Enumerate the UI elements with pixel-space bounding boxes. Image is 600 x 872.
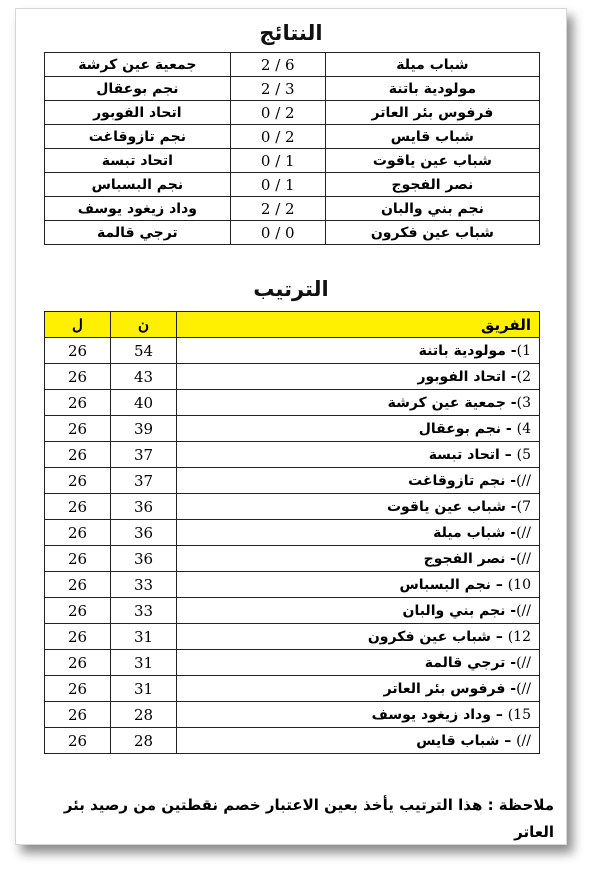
- team-name: – اتحاد تبسة: [428, 446, 517, 463]
- played-cell: 26: [45, 338, 111, 364]
- standings-row: [45, 520, 540, 546]
- standings-row: [45, 494, 540, 520]
- team-cell: [177, 546, 540, 572]
- standings-row: [45, 676, 540, 702]
- results-title: النتائج: [259, 21, 323, 45]
- played-cell: 26: [45, 364, 111, 390]
- match-score: [230, 173, 325, 197]
- result-row: [45, 173, 540, 197]
- team-name: - نجم بني والبان: [402, 602, 517, 619]
- rank-label: 2): [516, 368, 531, 385]
- played-cell: 26: [45, 676, 111, 702]
- points-cell: 28: [111, 728, 177, 754]
- team-cell: [177, 338, 540, 364]
- played-cell: 26: [45, 494, 111, 520]
- standings-row: [45, 546, 540, 572]
- result-row: [45, 125, 540, 149]
- played-cell: 26: [45, 546, 111, 572]
- rank-label: //): [516, 732, 531, 749]
- team-cell: [177, 598, 540, 624]
- away-team: وداد زيغود يوسف: [45, 197, 231, 221]
- match-score: [230, 221, 325, 245]
- header-team: الفريق: [177, 312, 540, 338]
- rank-label: //): [516, 680, 531, 697]
- team-cell: [177, 650, 540, 676]
- team-cell: [177, 676, 540, 702]
- score-text: 2 / 6: [260, 55, 295, 74]
- points-cell: 31: [111, 676, 177, 702]
- match-score: [230, 197, 325, 221]
- result-row: [45, 53, 540, 77]
- played-cell: 26: [45, 598, 111, 624]
- points-cell: 43: [111, 364, 177, 390]
- match-score: [230, 77, 325, 101]
- score-text: 0 / 1: [260, 175, 295, 194]
- team-cell: [177, 416, 540, 442]
- points-cell: 39: [111, 416, 177, 442]
- team-name: - اتحاد الفوبور: [417, 368, 517, 385]
- team-name: - شباب ميلة: [433, 524, 517, 541]
- rank-label: 7): [516, 498, 531, 515]
- match-score: [230, 125, 325, 149]
- score-text: 0 / 1: [260, 151, 295, 170]
- team-name: - نجم تازوقاغت: [408, 472, 517, 489]
- standings-row: [45, 416, 540, 442]
- result-row: [45, 197, 540, 221]
- team-cell: [177, 702, 540, 728]
- points-cell: 33: [111, 598, 177, 624]
- points-cell: 37: [111, 468, 177, 494]
- points-cell: 36: [111, 546, 177, 572]
- match-score: [230, 149, 325, 173]
- standings-row: [45, 702, 540, 728]
- home-team: نصر الفجوج: [325, 173, 539, 197]
- away-team: نجم بوعقال: [45, 77, 231, 101]
- score-text: 2 / 2: [260, 199, 295, 218]
- team-name: – شباب قايس: [416, 732, 517, 749]
- played-cell: 26: [45, 468, 111, 494]
- score-text: 0 / 2: [260, 103, 295, 122]
- standings-header-row: [45, 312, 540, 338]
- home-team: مولودية باتنة: [325, 77, 539, 101]
- away-team: جمعية عين كرشة: [45, 53, 231, 77]
- standings-row: [45, 390, 540, 416]
- home-team: نجم بني والبان: [325, 197, 539, 221]
- away-team: نجم تازوقاغت: [45, 125, 231, 149]
- home-team: شباب عين فكرون: [325, 221, 539, 245]
- rank-label: //): [516, 654, 531, 671]
- team-name: - نجم بوعقال: [418, 420, 517, 437]
- team-cell: [177, 728, 540, 754]
- rank-label: 10): [507, 576, 531, 593]
- played-cell: 26: [45, 572, 111, 598]
- standings-note: ملاحظة : هذا الترتيب يأخذ بعين الاعتبار خصم نقطتين من رصيد بئر العاتر: [63, 796, 554, 841]
- played-cell: 26: [45, 702, 111, 728]
- played-cell: 26: [45, 390, 111, 416]
- standings-row: [45, 442, 540, 468]
- standings-row: [45, 468, 540, 494]
- rank-label: 5): [516, 446, 531, 463]
- team-name: – شباب عين فكرون: [367, 628, 508, 645]
- standings-title: الترتيب: [253, 277, 329, 301]
- team-cell: [177, 468, 540, 494]
- team-cell: [177, 572, 540, 598]
- points-cell: 28: [111, 702, 177, 728]
- standings-row: [45, 572, 540, 598]
- points-cell: 36: [111, 520, 177, 546]
- team-name: - مولودية باتنة: [418, 342, 517, 359]
- team-name: - نصر الفجوج: [423, 550, 517, 567]
- rank-label: //): [516, 524, 531, 541]
- standings-row: [45, 338, 540, 364]
- played-cell: 26: [45, 624, 111, 650]
- match-score: [230, 101, 325, 125]
- standings-row: [45, 728, 540, 754]
- header-played: ل: [45, 312, 111, 338]
- home-team: شباب ميلة: [325, 53, 539, 77]
- points-cell: 37: [111, 442, 177, 468]
- results-table: [44, 52, 540, 245]
- points-cell: 31: [111, 650, 177, 676]
- rank-label: //): [516, 472, 531, 489]
- match-score: [230, 53, 325, 77]
- away-team: اتحاد الفوبور: [45, 101, 231, 125]
- team-cell: [177, 364, 540, 390]
- standings-row: [45, 650, 540, 676]
- standings-row: [45, 364, 540, 390]
- team-cell: [177, 442, 540, 468]
- points-cell: 33: [111, 572, 177, 598]
- away-team: نجم البسباس: [45, 173, 231, 197]
- standings-row: [45, 624, 540, 650]
- team-cell: [177, 494, 540, 520]
- result-row: [45, 221, 540, 245]
- result-row: [45, 77, 540, 101]
- score-text: 0 / 0: [260, 223, 295, 242]
- rank-label: 3): [516, 394, 531, 411]
- header-points: ن: [111, 312, 177, 338]
- away-team: اتحاد تبسة: [45, 149, 231, 173]
- score-text: 2 / 3: [260, 79, 295, 98]
- rank-label: 12): [507, 628, 531, 645]
- played-cell: 26: [45, 650, 111, 676]
- points-cell: 40: [111, 390, 177, 416]
- points-cell: 31: [111, 624, 177, 650]
- team-cell: [177, 520, 540, 546]
- rank-label: 15): [507, 706, 531, 723]
- team-cell: [177, 390, 540, 416]
- rank-label: //): [516, 602, 531, 619]
- team-name: - ترجي قالمة: [424, 654, 517, 671]
- played-cell: 26: [45, 728, 111, 754]
- points-cell: 54: [111, 338, 177, 364]
- home-team: شباب قايس: [325, 125, 539, 149]
- result-row: [45, 149, 540, 173]
- standings-table: [44, 311, 540, 754]
- result-row: [45, 101, 540, 125]
- played-cell: 26: [45, 416, 111, 442]
- standings-row: [45, 598, 540, 624]
- points-cell: 36: [111, 494, 177, 520]
- rank-label: //): [516, 550, 531, 567]
- rank-label: 4): [516, 420, 531, 437]
- team-name: – نجم البسباس: [399, 576, 508, 593]
- home-team: شباب عين ياقوت: [325, 149, 539, 173]
- team-name: - شباب عين ياقوت: [386, 498, 517, 515]
- played-cell: 26: [45, 442, 111, 468]
- score-text: 0 / 2: [260, 127, 295, 146]
- team-name: – وداد زيغود يوسف: [371, 706, 508, 723]
- team-name: - جمعية عين كرشة: [387, 394, 517, 411]
- team-cell: [177, 624, 540, 650]
- results-card: [15, 8, 567, 845]
- played-cell: 26: [45, 520, 111, 546]
- away-team: ترجي قالمة: [45, 221, 231, 245]
- team-name: - فرفوس بئر العاتر: [383, 680, 517, 697]
- home-team: فرفوس بئر العاتر: [325, 101, 539, 125]
- rank-label: 1): [516, 342, 531, 359]
